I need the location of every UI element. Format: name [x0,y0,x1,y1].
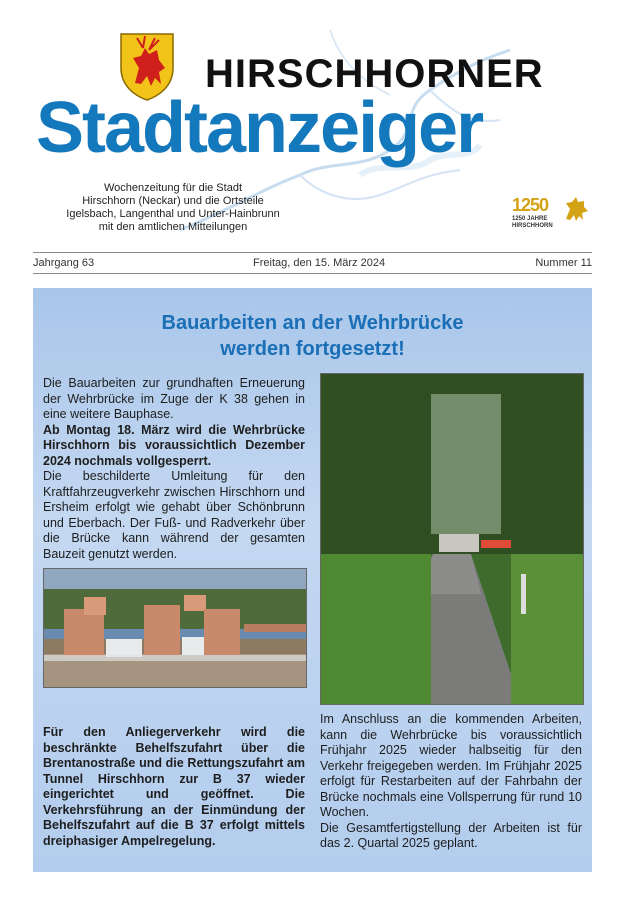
jubilee-logo [512,195,592,235]
jubilee-text: 1250 JAHRE [512,216,548,222]
deer-icon [562,193,590,223]
masthead-title: Stadtanzeiger [36,88,483,168]
article-headline [33,310,592,362]
headline-line: Bauarbeiten an der Wehrbrücke [161,312,464,334]
jubilee-number: 1250 [512,195,549,215]
jubilee-text: HIRSCHHORN [512,223,553,229]
tagline [48,182,298,234]
tagline-line: mit den amtlichen Mitteilungen [98,221,248,233]
tagline-line: Igelsbach, Langenthal und Unter-Hainbrunn [66,208,280,220]
article-paragraph: Im Anschluss an die kommenden Arbeiten, kann die Wehrbrücke bis voraussichtlich Frühjahr 2025 wieder halbseitig für den Verkehr freigegeben werden. Im Frühjahr 2025 erfolgt für Restarbeiten auf der Fahrbahn der Brücke nochmals eine Vollsperrung für rund 10 Wochen. [320,712,582,819]
masthead [0,0,625,250]
article-paragraph: Die beschilderte Umleitung für den Kraftfahrzeugverkehr zwischen Hirschhorn und Ersheim erfolgt wie gehabt über Schönbrunn und Eberbach. Der Fuß- und Radverkehr über die Brücke kann während der gesamten Bauzeit genutzt werden. [43,469,305,561]
article-column-left-top [43,376,305,562]
article-panel [33,288,592,872]
weir-photo [43,568,307,688]
article-paragraph: Die Gesamtfertigstellung der Arbeiten ist für das 2. Quartal 2025 geplant. [320,820,582,850]
issue-info-bar [33,252,592,274]
road-photo [320,373,584,705]
pre-title: HIRSCHHORNER [205,52,544,96]
tagline-line: Wochenzeitung für die Stadt [104,182,242,194]
article-column-right-bottom [320,712,582,852]
volume-label: Jahrgang 63 [33,257,95,269]
headline-line: werden fortgesetzt! [220,338,405,360]
tagline-line: Hirschhorn (Neckar) und die Ortsteile [82,195,264,207]
issue-number: Nummer 11 [535,257,592,269]
article-paragraph: Die Bauarbeiten zur grundhaften Erneuerung der Wehrbrücke im Zuge der K 38 gehen in eine weitere Bauphase. [43,376,305,421]
article-paragraph-bold: Ab Montag 18. März wird die Wehrbrücke Hirschhorn bis voraussichtlich Dezember 2024 nochmals vollgesperrt. [43,422,305,468]
article-column-left-bottom: Für den Anliegerverkehr wird die beschränkte Behelfszufahrt über die Brentanostraße und die Rettungszufahrt am Tunnel Hirschhorn zur B 37 wieder eingerichtet und geöffnet. Die Verkehrsführung an der Einmündung der Behelfszufahrt auf die B 37 erfolgt mittels dreiphasiger Ampelregelung. [43,725,305,848]
issue-date: Freitag, den 15. März 2024 [253,257,386,269]
